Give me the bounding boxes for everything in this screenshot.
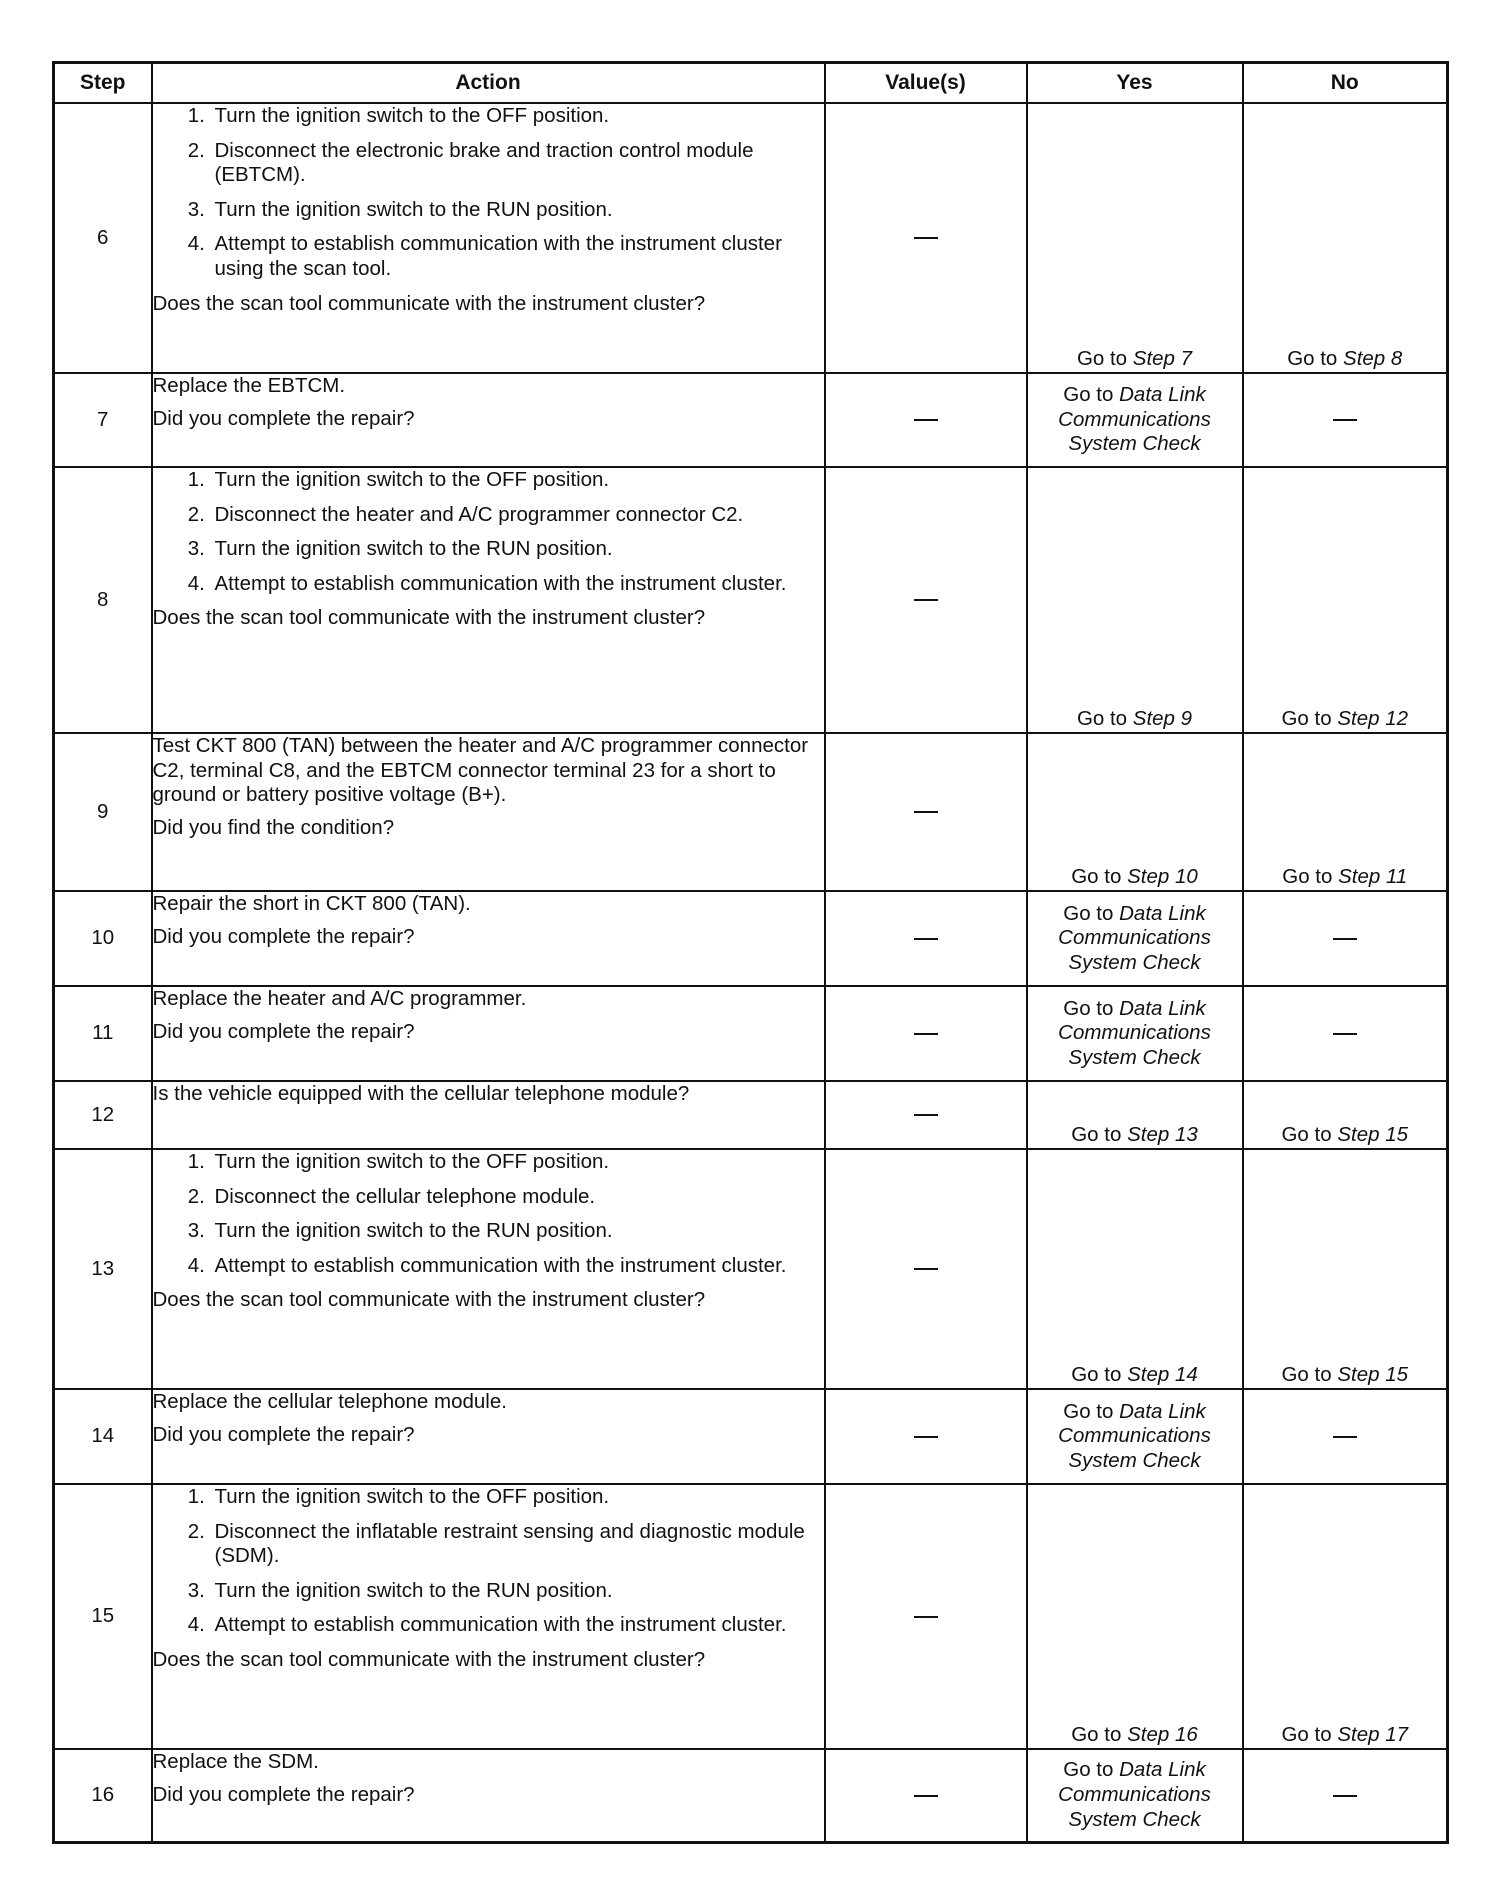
go-to-label: Go to bbox=[1063, 383, 1114, 407]
no-cell bbox=[1243, 986, 1448, 1081]
action-question: Did you complete the repair? bbox=[152, 406, 415, 430]
action-text: Replace the EBTCM. bbox=[152, 374, 346, 397]
action-question: Does the scan tool communicate with the instrument cluster? bbox=[152, 1288, 706, 1312]
action-question: Did you find the condition? bbox=[152, 815, 395, 839]
dash-mark bbox=[1333, 1436, 1357, 1438]
dash-mark bbox=[914, 1114, 938, 1116]
go-to-label: Go to bbox=[1071, 1363, 1122, 1387]
dlc-line3: System Check bbox=[1068, 950, 1201, 974]
dlc-line1 bbox=[1028, 902, 1242, 927]
action-cell bbox=[152, 733, 825, 891]
dlc-line1 bbox=[1028, 383, 1242, 408]
action-cell bbox=[152, 1389, 825, 1484]
list-item: 4. Attempt to establish communication with the instrument cluster using the scan tool. bbox=[211, 232, 824, 281]
go-to-label: Go to bbox=[1287, 347, 1338, 371]
no-cell bbox=[1243, 1149, 1448, 1389]
no-cell bbox=[1243, 1389, 1448, 1484]
yes-cell bbox=[1027, 986, 1243, 1081]
no-step-ref: Step 12 bbox=[1337, 707, 1408, 731]
value-cell bbox=[825, 1389, 1027, 1484]
step-number: 6 bbox=[54, 103, 152, 373]
no-cell bbox=[1243, 1081, 1448, 1149]
yes-cell bbox=[1027, 1389, 1243, 1484]
list-item: 1. Turn the ignition switch to the OFF position. bbox=[211, 104, 824, 129]
yes-cell bbox=[1027, 467, 1243, 733]
dash-mark bbox=[914, 419, 938, 421]
data-link-ref: Data Link bbox=[1119, 901, 1206, 925]
yes-cell bbox=[1027, 1149, 1243, 1389]
yes-step-ref: Step 14 bbox=[1127, 1363, 1198, 1387]
no-cell bbox=[1243, 733, 1448, 891]
dash-mark bbox=[1333, 938, 1357, 940]
value-cell bbox=[825, 103, 1027, 373]
no-step-ref: Step 11 bbox=[1338, 865, 1408, 889]
step-number: 13 bbox=[54, 1149, 152, 1389]
dash-mark bbox=[914, 1268, 938, 1270]
go-to-label: Go to bbox=[1281, 1363, 1332, 1387]
no-step-ref: Step 17 bbox=[1337, 1723, 1408, 1747]
dash-mark bbox=[914, 599, 938, 601]
no-cell bbox=[1243, 103, 1448, 373]
list-item: 4. Attempt to establish communication with the instrument cluster. bbox=[211, 572, 824, 597]
no-cell bbox=[1243, 373, 1448, 467]
action-cell bbox=[152, 467, 825, 733]
action-text: Replace the SDM. bbox=[152, 1750, 319, 1773]
step-number: 8 bbox=[54, 467, 152, 733]
dash-mark bbox=[914, 811, 938, 813]
dlc-line3: System Check bbox=[1068, 432, 1201, 456]
action-cell bbox=[152, 1484, 825, 1749]
action-steps bbox=[153, 468, 824, 596]
action-steps bbox=[153, 104, 824, 282]
table-row bbox=[54, 103, 1448, 373]
dash-mark bbox=[914, 1033, 938, 1035]
dash-mark bbox=[914, 1616, 938, 1618]
value-cell bbox=[825, 733, 1027, 891]
header-row bbox=[54, 63, 1448, 104]
action-question: Does the scan tool communicate with the instrument cluster? bbox=[152, 606, 706, 630]
data-link-ref: Data Link bbox=[1119, 1758, 1206, 1782]
table-row bbox=[54, 891, 1448, 986]
action-question: Is the vehicle equipped with the cellular telephone module? bbox=[152, 1082, 690, 1105]
diagnostic-table bbox=[52, 61, 1449, 1844]
yes-cell bbox=[1027, 891, 1243, 986]
action-question: Did you complete the repair? bbox=[152, 924, 415, 948]
value-cell bbox=[825, 1484, 1027, 1749]
header-action: Action bbox=[152, 63, 825, 104]
value-cell bbox=[825, 373, 1027, 467]
no-step-ref: Step 15 bbox=[1337, 1123, 1408, 1147]
dash-mark bbox=[914, 938, 938, 940]
action-cell bbox=[152, 1081, 825, 1149]
dlc-line1 bbox=[1028, 1758, 1242, 1783]
go-to-label: Go to bbox=[1063, 901, 1114, 925]
step-number: 7 bbox=[54, 373, 152, 467]
list-item: 2. Disconnect the heater and A/C programmer connector C2. bbox=[211, 503, 824, 528]
table-row bbox=[54, 1081, 1448, 1149]
value-cell bbox=[825, 1749, 1027, 1842]
list-item: 3. Turn the ignition switch to the RUN position. bbox=[211, 198, 824, 223]
no-cell bbox=[1243, 467, 1448, 733]
list-item: 2. Disconnect the electronic brake and traction control module (EBTCM). bbox=[211, 139, 824, 188]
value-cell bbox=[825, 467, 1027, 733]
no-step-ref: Step 8 bbox=[1343, 347, 1403, 371]
dlc-line1 bbox=[1028, 997, 1242, 1022]
table-row bbox=[54, 1484, 1448, 1749]
data-link-ref: Data Link bbox=[1119, 383, 1206, 407]
dlc-line2: Communications bbox=[1058, 407, 1211, 431]
step-number: 14 bbox=[54, 1389, 152, 1484]
list-item: 1. Turn the ignition switch to the OFF position. bbox=[211, 1150, 824, 1175]
yes-cell bbox=[1027, 733, 1243, 891]
table-row bbox=[54, 733, 1448, 891]
yes-step-ref: Step 10 bbox=[1127, 865, 1198, 889]
no-cell bbox=[1243, 1484, 1448, 1749]
step-number: 16 bbox=[54, 1749, 152, 1842]
step-number: 15 bbox=[54, 1484, 152, 1749]
action-text: Replace the heater and A/C programmer. bbox=[152, 987, 527, 1010]
list-item: 3. Turn the ignition switch to the RUN position. bbox=[211, 1579, 824, 1604]
list-item: 4. Attempt to establish communication with the instrument cluster. bbox=[211, 1254, 824, 1279]
step-number: 11 bbox=[54, 986, 152, 1081]
go-to-label: Go to bbox=[1071, 1723, 1122, 1747]
data-link-ref: Data Link bbox=[1119, 1399, 1206, 1423]
yes-cell bbox=[1027, 1749, 1243, 1842]
action-text: Replace the cellular telephone module. bbox=[152, 1390, 507, 1413]
dash-mark bbox=[914, 1436, 938, 1438]
go-to-label: Go to bbox=[1076, 707, 1128, 731]
go-to-label: Go to bbox=[1281, 1123, 1332, 1147]
value-cell bbox=[825, 986, 1027, 1081]
action-question: Did you complete the repair? bbox=[152, 1422, 415, 1446]
go-to-label: Go to bbox=[1063, 1758, 1114, 1782]
table-row bbox=[54, 1149, 1448, 1389]
go-to-label: Go to bbox=[1063, 1399, 1114, 1423]
yes-cell bbox=[1027, 103, 1243, 373]
dlc-line2: Communications bbox=[1058, 1021, 1211, 1045]
go-to-label: Go to bbox=[1281, 1723, 1332, 1747]
go-to-label: Go to bbox=[1282, 865, 1333, 889]
action-cell bbox=[152, 1149, 825, 1389]
dlc-line3: System Check bbox=[1068, 1807, 1201, 1831]
list-item: 3. Turn the ignition switch to the RUN position. bbox=[211, 1219, 824, 1244]
dlc-line1 bbox=[1028, 1400, 1242, 1425]
table-row bbox=[54, 1749, 1448, 1842]
yes-cell bbox=[1027, 373, 1243, 467]
dlc-line2: Communications bbox=[1058, 1424, 1211, 1448]
action-question: Did you complete the repair? bbox=[152, 1019, 415, 1043]
action-cell bbox=[152, 373, 825, 467]
header-yes: Yes bbox=[1027, 63, 1243, 104]
no-cell bbox=[1243, 1749, 1448, 1842]
action-steps bbox=[153, 1150, 824, 1278]
dash-mark bbox=[1333, 419, 1357, 421]
dlc-line3: System Check bbox=[1068, 1448, 1201, 1472]
header-values: Value(s) bbox=[825, 63, 1027, 104]
yes-cell bbox=[1027, 1484, 1243, 1749]
step-number: 10 bbox=[54, 891, 152, 986]
dlc-line2: Communications bbox=[1058, 1782, 1211, 1806]
yes-step-ref: Step 9 bbox=[1132, 707, 1193, 731]
action-question: Does the scan tool communicate with the instrument cluster? bbox=[152, 291, 706, 315]
action-question: Does the scan tool communicate with the instrument cluster? bbox=[152, 1647, 706, 1671]
no-cell bbox=[1243, 891, 1448, 986]
value-cell bbox=[825, 1081, 1027, 1149]
list-item: 2. Disconnect the cellular telephone module. bbox=[211, 1185, 824, 1210]
table-row bbox=[54, 467, 1448, 733]
action-steps bbox=[153, 1485, 824, 1638]
go-to-label: Go to bbox=[1076, 347, 1128, 371]
list-item: 4. Attempt to establish communication with the instrument cluster. bbox=[211, 1613, 824, 1638]
action-cell bbox=[152, 986, 825, 1081]
action-cell bbox=[152, 103, 825, 373]
step-number: 12 bbox=[54, 1081, 152, 1149]
action-text: Repair the short in CKT 800 (TAN). bbox=[152, 892, 471, 915]
yes-step-ref: Step 13 bbox=[1127, 1123, 1198, 1147]
action-cell bbox=[152, 1749, 825, 1842]
value-cell bbox=[825, 891, 1027, 986]
go-to-label: Go to bbox=[1063, 996, 1114, 1020]
list-item: 1. Turn the ignition switch to the OFF position. bbox=[211, 1485, 824, 1510]
yes-step-ref: Step 7 bbox=[1132, 347, 1193, 371]
data-link-ref: Data Link bbox=[1119, 996, 1206, 1020]
go-to-label: Go to bbox=[1071, 865, 1122, 889]
go-to-label: Go to bbox=[1281, 707, 1332, 731]
step-number: 9 bbox=[54, 733, 152, 891]
dash-mark bbox=[1333, 1033, 1357, 1035]
dlc-line3: System Check bbox=[1068, 1045, 1201, 1069]
list-item: 1. Turn the ignition switch to the OFF position. bbox=[211, 468, 824, 493]
dash-mark bbox=[914, 237, 938, 239]
action-question: Did you complete the repair? bbox=[152, 1782, 415, 1806]
action-cell bbox=[152, 891, 825, 986]
list-item: 2. Disconnect the inflatable restraint sensing and diagnostic module (SDM). bbox=[211, 1520, 824, 1569]
header-no: No bbox=[1243, 63, 1448, 104]
table-row bbox=[54, 373, 1448, 467]
yes-cell bbox=[1027, 1081, 1243, 1149]
list-item: 3. Turn the ignition switch to the RUN position. bbox=[211, 537, 824, 562]
dash-mark bbox=[914, 1795, 938, 1797]
yes-step-ref: Step 16 bbox=[1127, 1723, 1198, 1747]
go-to-label: Go to bbox=[1071, 1123, 1122, 1147]
table-row bbox=[54, 986, 1448, 1081]
table-row bbox=[54, 1389, 1448, 1484]
value-cell bbox=[825, 1149, 1027, 1389]
dlc-line2: Communications bbox=[1058, 926, 1211, 950]
no-step-ref: Step 15 bbox=[1337, 1363, 1408, 1387]
action-text: Test CKT 800 (TAN) between the heater and A/C programmer connector C2, terminal C8, and the EBTCM connector terminal 23 for a short to ground or battery positive voltage (B+). bbox=[152, 734, 809, 807]
header-step: Step bbox=[54, 63, 152, 104]
dash-mark bbox=[1333, 1795, 1357, 1797]
